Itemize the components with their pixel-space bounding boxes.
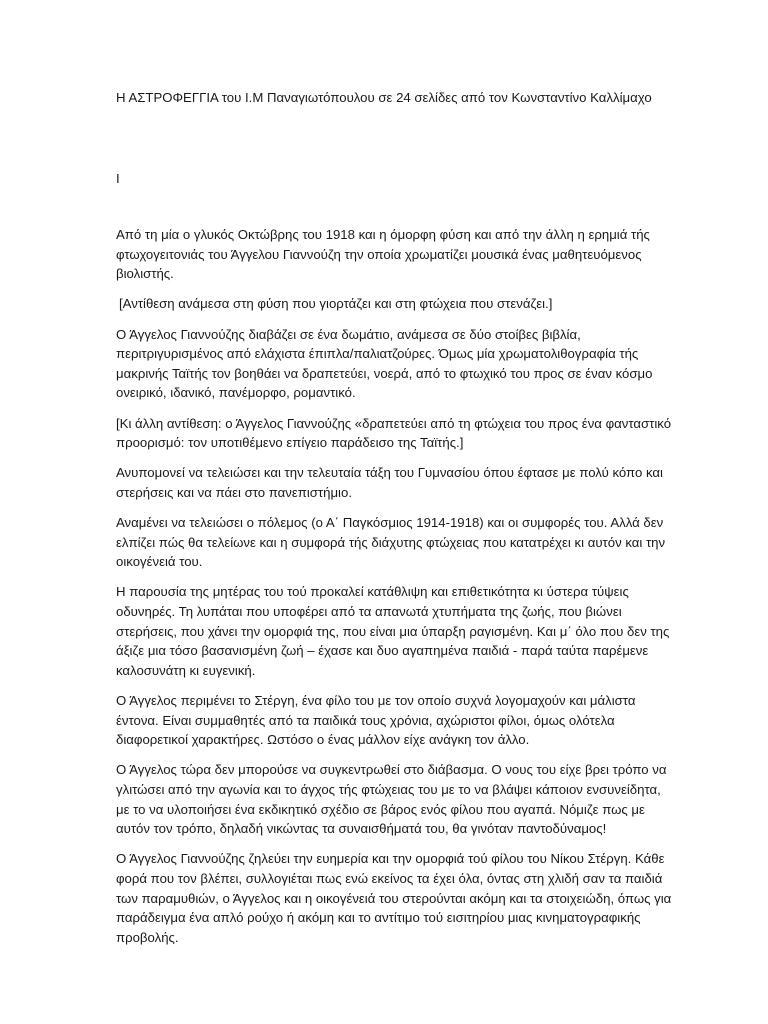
paragraph: [Αντίθεση ανάμεσα στη φύση που γιορτάζει και στη φτώχεια που στενάζει.] bbox=[119, 296, 553, 312]
body-text bbox=[116, 225, 676, 958]
paragraph: Αναμένει να τελειώσει ο πόλεμος (ο Α΄ Παγκόσμιος 1914-1918) και οι συμφορές του. Αλλά δεν ελπίζει πώς θα τελείωνε και η συμφορά τής διάχυτης φτώχειας που κατατρέχει κι αυτόν και την οικογένειά του. bbox=[116, 515, 666, 570]
paragraph: Ο Άγγελος περιμένει το Στέργη, ένα φίλο του με τον οποίο συχνά λογομαχούν και μάλιστα έντονα. Είναι συμμαθητές από τα παιδικά τους χρόνια, αχώριστοι φίλοι, όμως ολότελα διαφορετικοί χαρακτήρες. Ωστόσο ο ένας μάλλον είχε ανάγκη τον άλλο. bbox=[116, 693, 636, 748]
document-title: Η ΑΣΤΡΟΦΕΓΓΙΑ του Ι.Μ Παναγιωτόπουλου σε 24 σελίδες από τον Κωνσταντίνο Καλλίμαχο bbox=[116, 90, 652, 105]
chapter-number: Ι bbox=[116, 171, 120, 186]
paragraph: Ο Άγγελος Γιαννούζης ζηλεύει την ευημερία και την ομορφιά τού φίλου του Νίκου Στέργη. Κάθε φορά που τον βλέπει, συλλογιέται πως ενώ εκείνος τα έχει όλα, όντας στη χλιδή σαν τα παιδιά των παραμυθιών, ο Άγγελος και η οικογένειά του στερούνται ακόμη και τα στοιχειώδη, όπως για παράδειγμα ένα απλό ρούχο ή ακόμη και το αντίτιμο τού εισιτηρίου μιας κινηματογραφικής προβολής. bbox=[116, 851, 672, 945]
paragraph: Από τη μία ο γλυκός Οκτώβρης του 1918 και η όμορφη φύση και από την άλλη η ερημιά τής φτωχογειτονιάς του Άγγελου Γιαννούζη την οποία χρωματίζει μουσικά ένας μαθητευόμενος βιολιστής. bbox=[116, 227, 650, 282]
paragraph: Ο Άγγελος Γιαννούζης διαβάζει σε ένα δωμάτιο, ανάμεσα σε δύο στοίβες βιβλία, περιτριγυρισμένος από ελάχιστα έπιπλα/παλιατζούρες. Όμως μία χρωματολιθογραφία τής μακρινής Ταϊτής τον βοηθάει να δραπετεύει, νοερά, από το φτωχικό του προς σε έναν κόσμο ονειρικό, ιδανικό, πανέμορφο, ρομαντικό. bbox=[116, 326, 653, 401]
paragraph: Ανυπομονεί να τελειώσει και την τελευταία τάξη του Γυμνασίου όπου έφτασε με πολύ κόπο και στερήσεις και να πάει στο πανεπιστήμιο. bbox=[116, 465, 663, 500]
paragraph: Ο Άγγελος τώρα δεν μπορούσε να συγκεντρωθεί στο διάβασμα. Ο νους του είχε βρει τρόπο να γλιτώσει από την αγωνία και το άγχος τής φτώχειας του με το να βλάψει κάποιον ενσυνείδητα, με το να υλοποιήσει ένα εκδικητικό σχέδιο σε βάρος ενός φίλου που αγαπά. Νόμιζε πως με αυτόν τον τρόπο, δηλαδή νικώντας τα συναισθήματά του, θα γινόταν παντοδύναμος! bbox=[116, 762, 667, 837]
paragraph: Η παρουσία της μητέρας του τού προκαλεί κατάθλιψη και επιθετικότητα κι ύστερα τύψεις οδυνηρές. Τη λυπάται που υποφέρει από τα απανωτά χτυπήματα της ζωής, που βιώνει στερήσεις, που χάνει την ομορφιά της, που είναι μια ύπαρξη ραγισμένη. Και μ΄ όλο που δεν της άξιζε μια τόσο βασανισμένη ζωή – έχασε και δυο αγαπημένα παιδιά - παρά ταύτα παρέμενε καλοσυνάτη κι ευγενική. bbox=[116, 584, 670, 678]
paragraph: [Κι άλλη αντίθεση: ο Άγγελος Γιαννούζης «δραπετεύει από τη φτώχεια του προς ένα φανταστικό προορισμό: τον υποτιθέμενο επίγειο παράδεισο της Ταϊτής.] bbox=[116, 415, 672, 451]
